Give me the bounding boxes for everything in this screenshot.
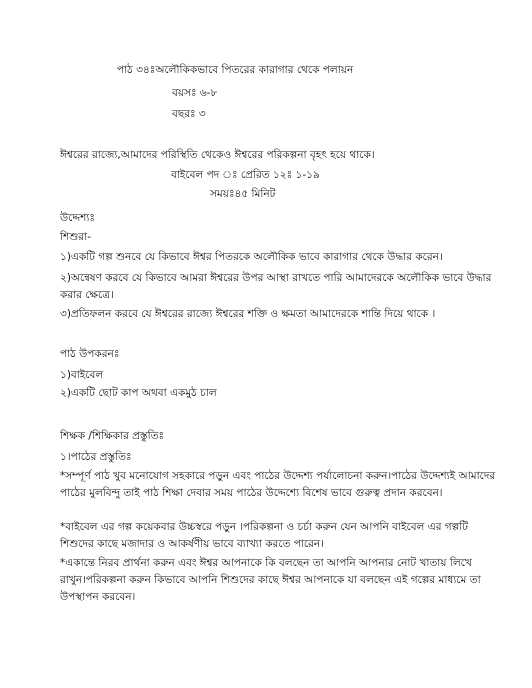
bible-verse: বাইবেল পদ ঃ প্রেরিত ১২ঃ ১-১৯	[171, 169, 320, 181]
objective-item-3: ৩)প্রতিফলন করবে যে ঈশ্বরের রাজ্যে ঈশ্বরের শক্তি ও ক্ষমতা আমাদেরকে শান্তি দিয়ে থাকে ।	[60, 308, 436, 320]
lesson-duration: সময়ঃ৪৫ মিনিট	[210, 188, 276, 200]
objectives-subheading: শিশুরা-	[60, 231, 91, 243]
material-item-2: ২)একটি ছোট কাপ অথবা একমুঠ চাল	[60, 387, 217, 399]
lesson-title: পাঠ ৩৪ঃঅলৌকিকভাবে পিতরের কারাগার থেকে পলায়ন	[117, 64, 354, 76]
objective-item-1: ১)একটি গল্প শুনবে যে কিভাবে ঈশ্বর পিতরকে অলৌকিক ভাবে কারাগার থেকে উদ্ধার করেন।	[60, 251, 443, 263]
teacher-prep-subheading: ১।পাঠের প্রস্তুতিঃ	[60, 451, 132, 463]
lesson-year: বছরঃ ৩	[172, 108, 206, 120]
objective-item-2: ২)অন্বেষণ করবে যে কিভাবে আমরা ঈশ্বরের উপর আস্থা রাখতে পারি আমাদেরকে অলৌকিক ভাবে উদ্ধার করার ক্ষেত্রে।	[60, 272, 492, 301]
lesson-theme: ঈশ্বরের রাজ্যে,আমাদের পরিস্থিতি থেকেও ঈশ্বরের পরিকল্পনা বৃহৎ হয়ে থাকে।	[60, 149, 375, 161]
teacher-prep-item-2: *বাইবেল এর গল্প কয়েকবার উচ্চস্বরে পড়ুন ।পরিকল্পনা ও চর্চা করুন যেন আপনি বাইবেল এর গল্পটি শিশুদের কাছে মজাদার ও আকর্ষণীয় ভাবে ব্যাখ্যা করতে পারেন।	[60, 521, 468, 550]
materials-heading: পাঠ উপকরনঃ	[60, 348, 120, 360]
teacher-prep-item-3: *একান্তে নিরব প্রার্থনা করুন এবং ঈশ্বর আপনাকে কি বলছেন তা আপনি আপনার নোট খাতায় লিখে রাখুন।পরিকল্পনা করুন কিভাবে আপনি শিশুদের কাছে ঈশ্বর আপনাকে যা বলছেন এই গল্পের মাধ্যমে তা উপস্থাপন করবেন।	[60, 557, 481, 603]
objectives-heading: উদ্দেশ্যঃ	[60, 212, 96, 224]
age-range: বয়সঃ ৬-৮	[172, 87, 218, 99]
material-item-1: ১)বাইবেল	[60, 369, 104, 381]
teacher-prep-heading: শিক্ষক /শিক্ষিকার প্রস্তুতিঃ	[60, 430, 165, 442]
teacher-prep-item-1: *সম্পূর্ণ পাঠ খুব মনোযোগ সহকারে পড়ুন এবং পাঠের উদ্দেশ্য পর্যালোচনা করুন।পাঠের উদ্দেশ্যই আমাদের পাঠের মুলবিন্দু তাই পাঠ শিক্ষা দেবার সময় পাঠের উদ্দেশ্যে বিশেষ ভাবে গুরুত্ব প্রদান করবেন।	[60, 470, 496, 499]
